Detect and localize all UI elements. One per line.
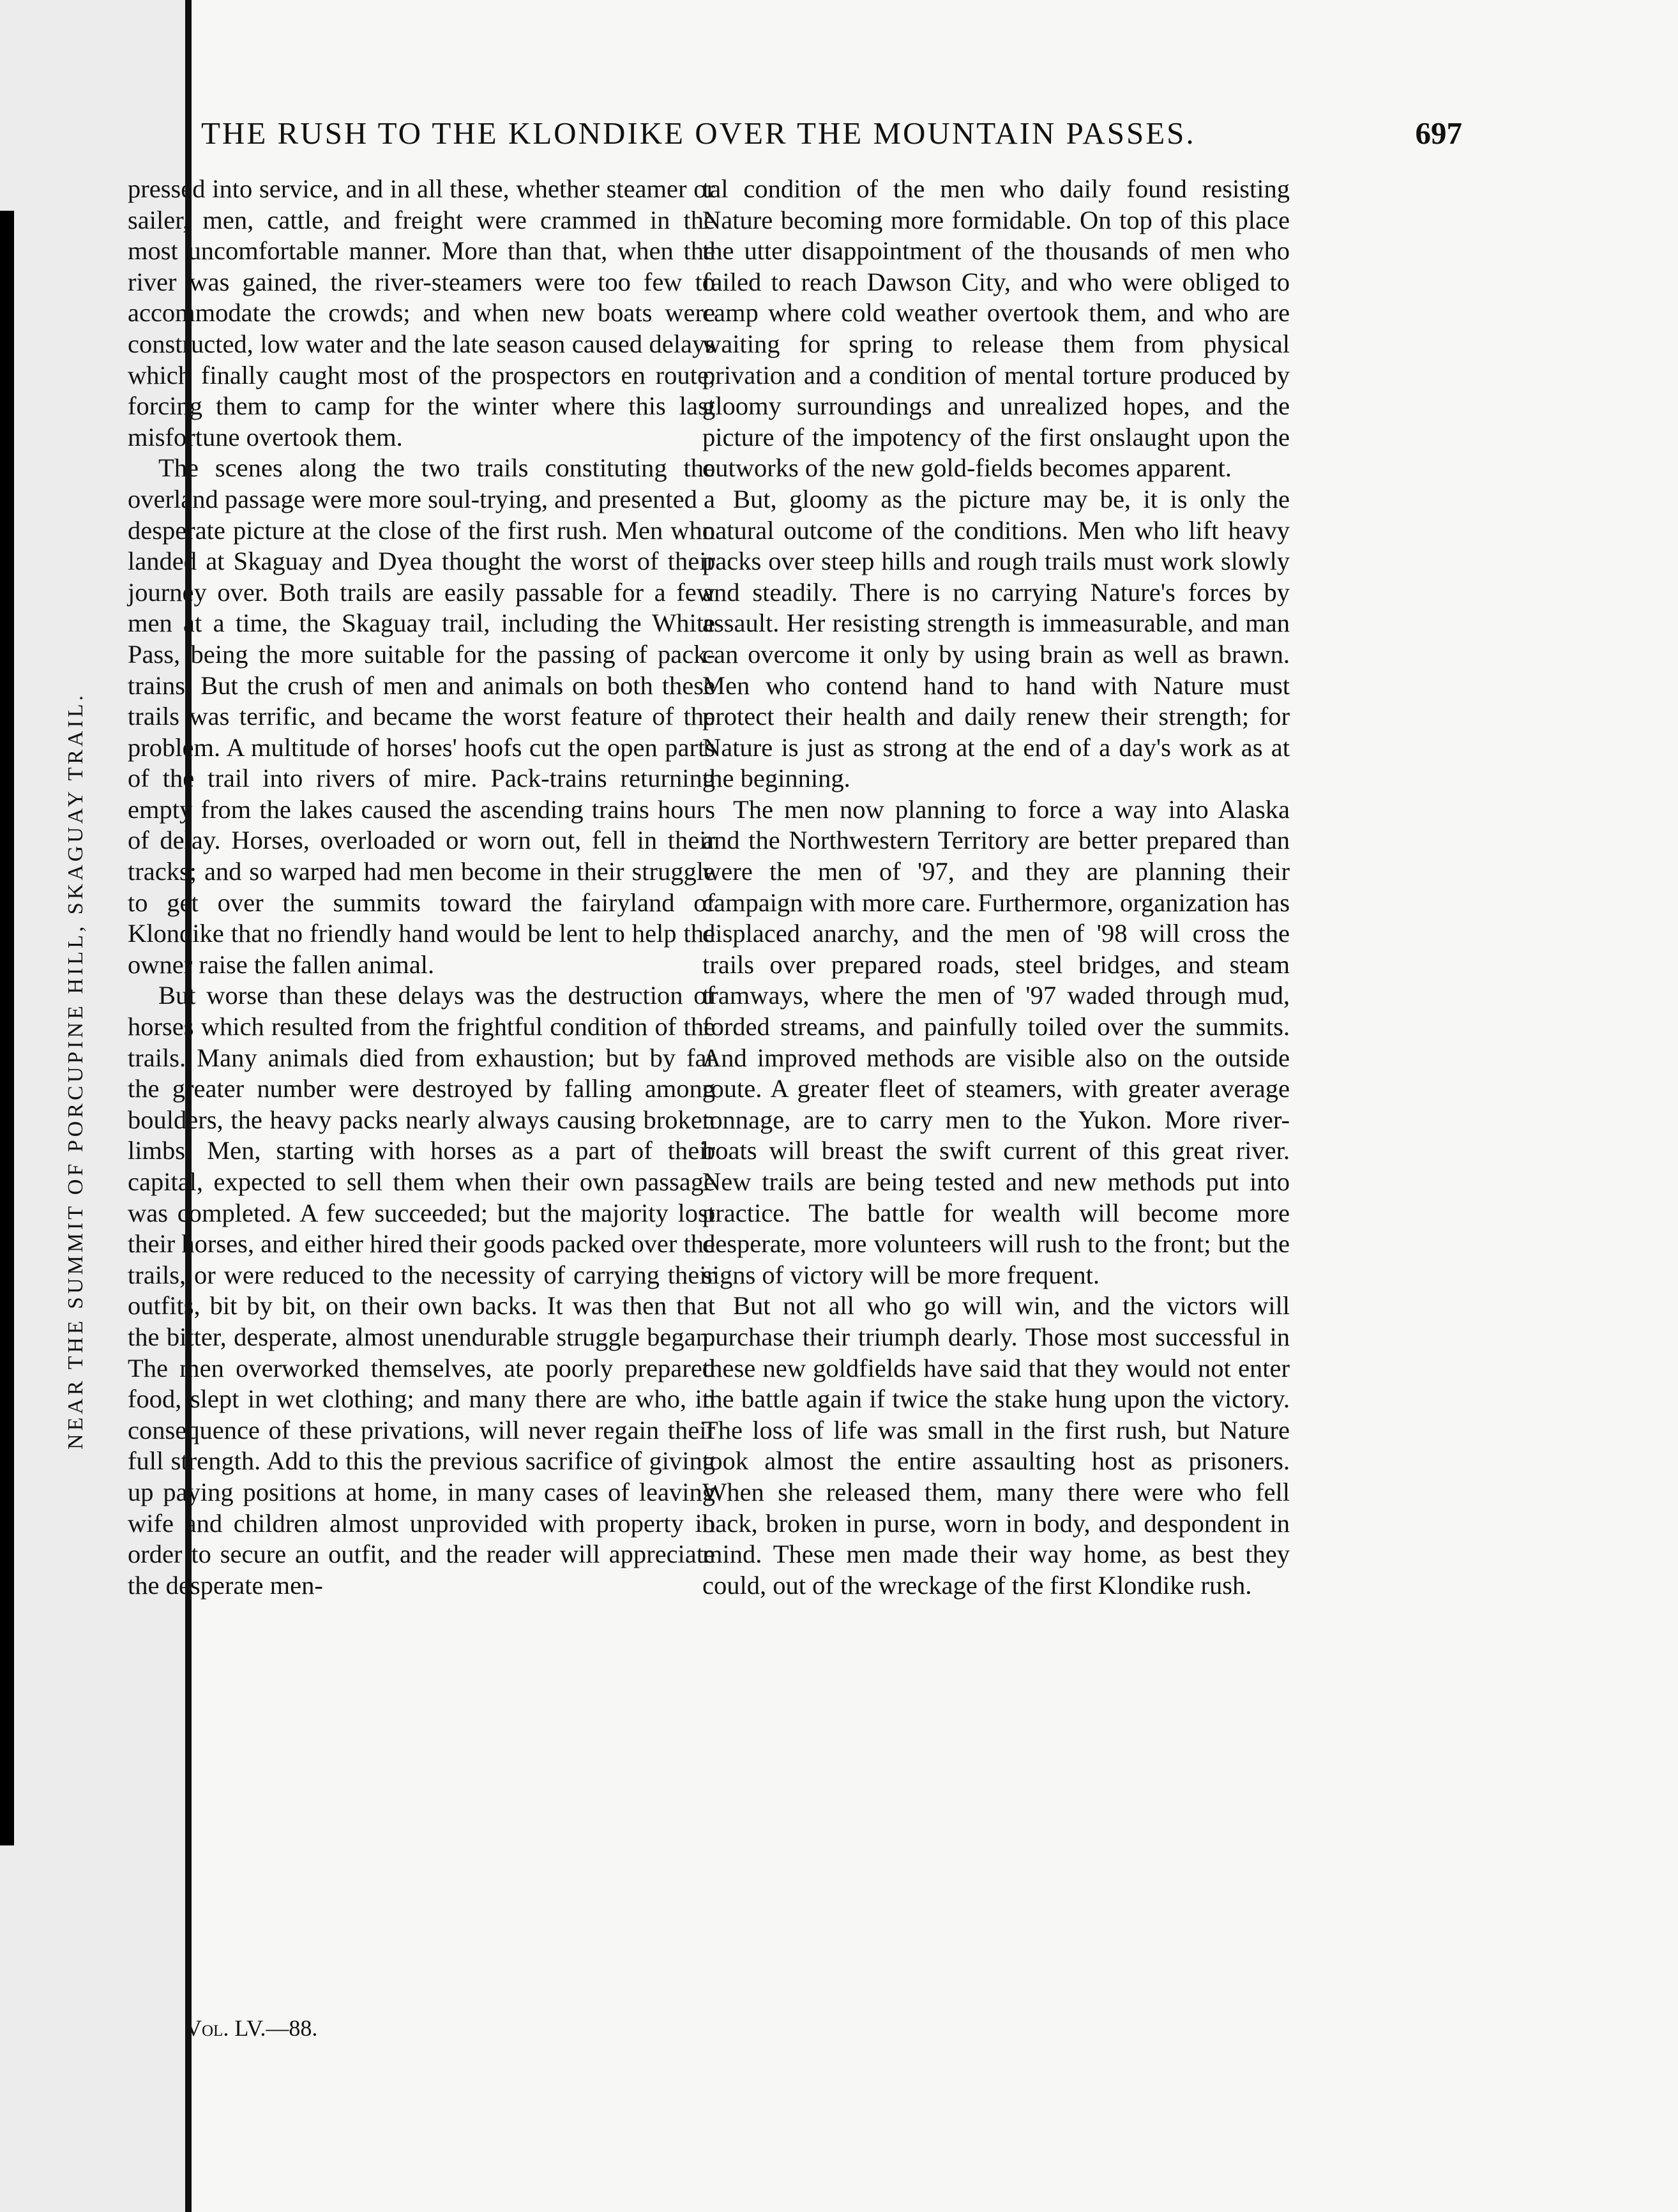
paragraph: But, gloomy as the picture may be, it is only the natural outcome of the conditions. Men who lift heavy packs over steep hills and rough trails must work slowly and steadily. There is no carrying Nature's forces by assault. Her resisting strength is immeasurable, and man can overcome it only by using brain as well as brawn. Men who contend hand to hand with Nature must protect their health and daily renew their strength; for Nature is just as strong at the end of a day's work as at the beginning.	[702, 484, 1290, 793]
paragraph: But not all who go will win, and the victors will purchase their triumph dearly. Those most successful in these new goldfields have said that they would not enter the battle again if twice the stake hung upon the victory. The loss of life was small in the first rush, but Nature took almost the entire assaulting host as prisoners. When she released them, many there were who fell back, broken in purse, worn in body, and despondent in mind. These men made their way home, as best they could, out of the wreckage of the first Klondike rush.	[702, 1291, 1290, 1600]
page-number: 697	[1415, 116, 1462, 151]
side-caption: NEAR THE SUMMIT OF PORCUPINE HILL, SKAGUAY TRAIL.	[64, 692, 87, 1450]
volume-label: Vol. LV.—88.	[185, 2015, 318, 2041]
running-head	[201, 115, 1462, 166]
paragraph: The scenes along the two trails constituting the overland passage were more soul-trying, and presented a desperate picture at the close of the first rush. Men who landed at Skaguay and Dyea thought the worst of their journey over. Both trails are easily passable for a few men at a time, the Skaguay trail, including the White Pass, being the more suitable for the passing of pack-trains. But the crush of men and animals on both these trails was terrific, and became the worst feature of the problem. A multitude of horses' hoofs cut the open parts of the trail into rivers of mire. Pack-trains returning empty from the lakes caused the ascending trains hours of delay. Horses, overloaded or worn out, fell in their tracks; and so warped had men become in their struggle to get over the summits toward the fairyland of Klondike that no friendly hand would be lent to help the owner raise the fallen animal.	[128, 453, 715, 979]
volume-signature	[185, 2015, 317, 2042]
running-title: THE RUSH TO THE KLONDIKE OVER THE MOUNTAIN PASSES.	[201, 116, 1196, 151]
paragraph: But worse than these delays was the destruction of horses which resulted from the frightful condition of the trails. Many animals died from exhaustion; but by far the greater number were destroyed by falling among boulders, the heavy packs nearly always causing broken limbs. Men, starting with horses as a part of their capital, expected to sell them when their own passage was completed. A few succeeded; but the majority lost their horses, and either hired their goods packed over the trails, or were reduced to the necessity of carrying their outfits, bit by bit, on their own backs. It was then that the bitter, desperate, almost unendurable struggle began. The men overworked themselves, ate poorly prepared food, slept in wet clothing; and many there are who, in consequence of these privations, will never regain their full strength. Add to this the previous sacrifice of giving up paying positions at home, in many cases of leaving wife and children almost unprovided with property in order to secure an outfit, and the reader will appreciate the desperate men-	[128, 981, 715, 1600]
paragraph: The men now planning to force a way into Alaska and the Northwestern Territory are better prepared than were the men of '97, and they are planning their campaign with more care. Furthermore, organization has displaced anarchy, and the men of '98 will cross the trails over prepared roads, steel bridges, and steam tramways, where the men of '97 waded through mud, forded streams, and painfully toiled over the summits. And improved methods are visible also on the outside route. A greater fleet of steamers, with greater average tonnage, are to carry men to the Yukon. More river-boats will breast the swift current of this great river. New trails are being tested and new methods put into practice. The battle for wealth will become more desperate, more volunteers will rush to the front; but the signs of victory will be more frequent.	[702, 794, 1290, 1289]
right-column	[702, 174, 1290, 1601]
plate-frame-edge	[0, 211, 14, 1845]
left-column	[128, 174, 715, 1601]
paragraph: pressed into service, and in all these, whether steamer or sailer, men, cattle, and freight were crammed in the most uncomfortable manner. More than that, when the river was gained, the river-steamers were too few to accommodate the crowds; and when new boats were constructed, low water and the late season caused delays which finally caught most of the prospectors en route, forcing them to camp for the winter where this last misfortune overtook them.	[128, 174, 715, 451]
paragraph: tal condition of the men who daily found resisting Nature becoming more formidable. On top of this place the utter disappointment of the thousands of men who failed to reach Dawson City, and who were obliged to camp where cold weather overtook them, and who are waiting for spring to release them from physical privation and a condition of mental torture produced by gloomy surroundings and unrealized hopes, and the picture of the impotency of the first onslaught upon the outworks of the new gold-fields becomes apparent.	[702, 174, 1290, 483]
